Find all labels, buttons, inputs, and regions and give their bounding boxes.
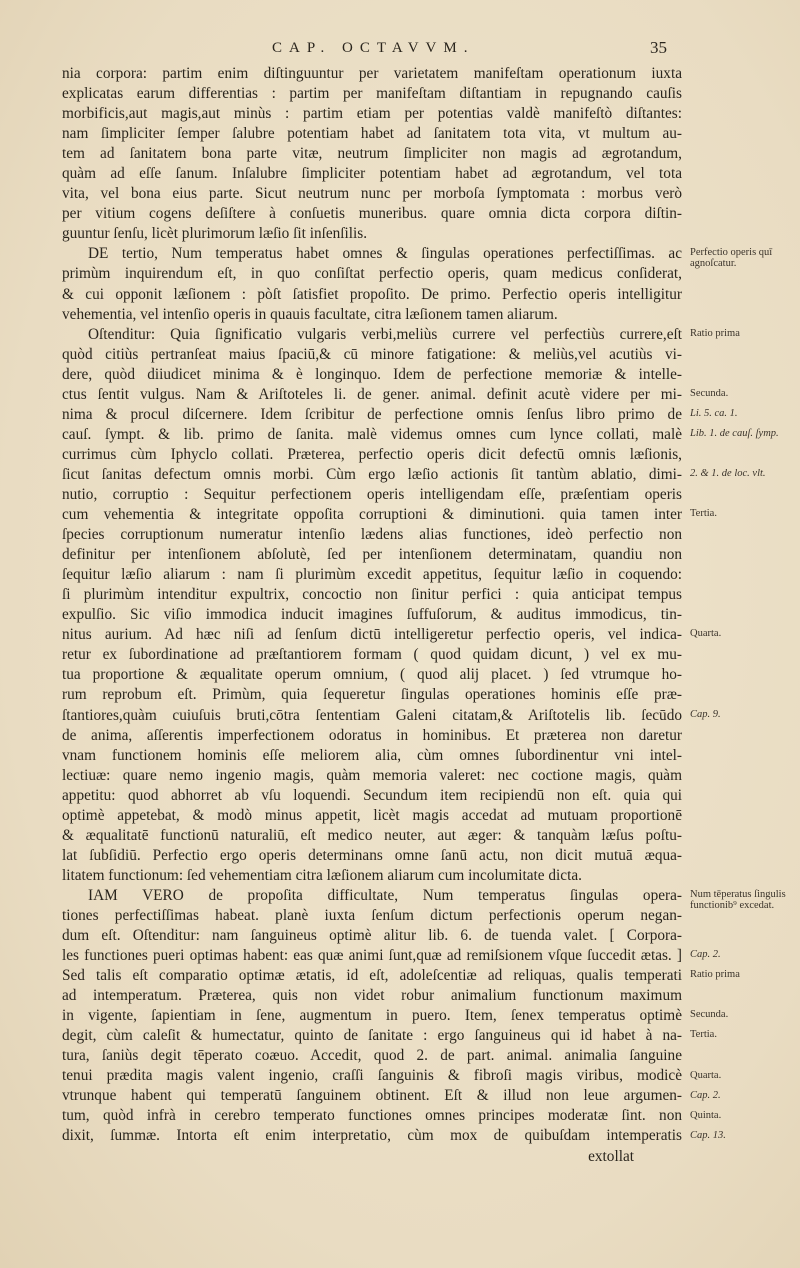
margin-note: Perfectio operis quī agnoſcatur. — [690, 247, 773, 270]
text-line: degit, cùm caleſit & humectatur, quinto de ſanitate : ergo ſanguineus qui id habet à na- — [62, 1027, 682, 1045]
page-header — [0, 40, 800, 64]
text-line: & cui opponit læſionem : pòſt ſatisfiet propoſito. De primo. Perfectio operis intelligitur — [62, 285, 682, 303]
margin-note: Tertia. — [690, 1029, 717, 1041]
running-head: CAP. OCTAVVM. — [272, 40, 475, 56]
text-line: vehementia, vel intenſio operis in quauis facultate, citra læſionem tamen aliarum. — [62, 305, 558, 323]
text-line: quàm ad eſſe ſanum. Inſalubre ſimpliciter potentiam habet ad ægrotandum, vel tota — [62, 165, 682, 183]
text-line: in vigente, ſapientiam in ſene, augmentum in puero. Item, ſenex temperatus optimè — [62, 1007, 682, 1025]
margin-note: Cap. 13. — [690, 1129, 726, 1141]
text-line: per vitium cogens deſiſtere à conſuetis muneribus. quare omnia dicta corpora diſtin- — [62, 205, 682, 223]
text-line: quòd citiùs pertranſeat maius ſpaciū,& cū minore fatigatione: & meliùs,vel acutiùs vi- — [62, 345, 682, 363]
text-line: ctus ſentit vulgus. Nam & Ariſtoteles li. de gener. animal. definit acutè videre per mi- — [62, 385, 682, 403]
body-text-block — [62, 64, 682, 1167]
text-line: tura, ſaniùs degit tēperato coæuo. Accedit, quod 2. de part. animal. animalia ſanguine — [62, 1047, 682, 1065]
text-line: nia corpora: partim enim diſtinguuntur per varietatem manifeſtam operationum iuxta — [62, 65, 682, 82]
text-line: retur ex ſubordinatione ad præſtantiorem formam ( quod quidam dicunt, ) vel ex mu- — [62, 646, 682, 664]
text-line: ad intemperatum. Præterea, quis non videt robur animalium functionum maximum — [62, 987, 682, 1005]
text-line: nutio, corruptio : Sequitur perfectionem operis intelligendam eſſe, præſentiam operis — [62, 485, 682, 503]
margin-note: Cap. 2. — [690, 949, 721, 961]
text-line: ſequitur læſio aliarum : nam ſi plurimùm excedit appetitus, ſequitur læſio in coquendo: — [62, 566, 682, 584]
text-line: litatem functionum: ſed vehementiam citra læſionem aliarum cum incolumitate dicta. — [62, 866, 582, 884]
text-line: nitus aurium. Ad hæc niſi ad ſenſum dictū intelligeretur perfectio operis, vel indica- — [62, 626, 682, 644]
text-line: tem ad ſanitatem bona parte vitæ, neutrum ſimpliciter non magis ad ægrotandum, — [62, 145, 682, 163]
margin-note: Li. 5. ca. 1. — [690, 407, 738, 419]
text-line: vnam functionem hominis eſſe meliorem alia, cùm omnes ſubordinentur vni intel- — [62, 746, 682, 764]
text-line: currimus cùm Iphyclo collati. Præterea, perfectio operis dicit defectū omnis læſionis, — [62, 445, 682, 463]
text-line: tenui prædita magis valent ingenio, craſſi ſanguinis & fibroſi magis viribus, modicè — [62, 1067, 682, 1085]
margin-note: Ratio prima — [690, 969, 740, 981]
text-line: nima & procul diſcernere. Idem ſcribitur de perfectione omnis ſenſus libro primo de — [62, 405, 682, 423]
text-line: appetitu: quod abhorret ab vſu loquendi. Secundum item recipiendū non eſt. quia qui — [62, 786, 682, 804]
text-line: nam ſimpliciter ſemper ſalubre potentiam habet ad ſanitatem tota vita, vt multum au- — [62, 125, 682, 143]
text-line: definitur per intenſionem abſolutè, ſed per intenſionem determinatam, quandiu non — [62, 546, 682, 564]
text-line: cum vehementia & integritate oppoſita corruptioni & diminutioni. quia tamen inter — [62, 506, 682, 524]
text-line: optimè appetebat, & modò minus appetit, licèt magis accedat ad mutuam proportionē — [62, 806, 682, 824]
margin-note: Lib. 1. de cauſ. ſymp. — [690, 427, 779, 439]
text-line: ſicut ſanitas defectum omnis morbi. Cùm ergo læſio actionis ſit tantùm ablatio, dimi- — [62, 465, 682, 483]
margin-note: Ratio prima — [690, 327, 740, 339]
text-line: vtrunque habent qui temperatū ſanguinem obtinent. Eſt & illud non leue argumen- — [62, 1087, 682, 1105]
text-line: dixit, ſummæ. Intorta eſt enim interpretatio, cùm mox de quibuſdam intemperatis — [62, 1127, 682, 1145]
text-line: lat ſubſidiū. Perfectio ergo operis determinans omne ſanū actu, non dicit mutuā æqua- — [62, 846, 682, 864]
text-line: tum, quòd infrà in cerebro temperato functiones omnes principes moderatæ ſint. non — [62, 1107, 682, 1125]
text-line: guuntur ſenſu, licèt plurimorum læſio ſit inſenſilis. — [62, 225, 368, 243]
text-line: lectiuæ: quare nemo ingenio magis, quàm memoria valeret: nec coctione magis, quàm — [62, 766, 682, 784]
text-line: rum reprobum eſt. Primùm, quia ſequeretur ſingulas operationes hominis eſſe præ- — [62, 686, 682, 704]
text-line: Oſtenditur: Quia ſignificatio vulgaris verbi,meliùs currere vel perfectiùs currere,eſt — [88, 325, 682, 343]
margin-note: Secunda. — [690, 1009, 729, 1021]
text-line: primùm inquirendum eſt, in quo conſiſtat perfectio operis, quam medicus conſiderat, — [62, 265, 682, 283]
text-line: Sed talis eſt comparatio optimæ ætatis, id eſt, adoleſcentiæ ad reliquas, qualis temperati — [62, 967, 682, 985]
margin-note: Cap. 2. — [690, 1089, 721, 1101]
text-line: & æqualitatē functionū naturaliū, eſt medico neuter, aut æger: & tanquàm læſus poſtu- — [62, 826, 682, 844]
margin-note: Quarta. — [690, 1069, 722, 1081]
text-line: IAM VERO de propoſita difficultate, Num temperatus ſingulas opera- — [88, 886, 682, 904]
text-line: ſtantiores,quàm cuiuſuis bruti,cōtra ſententiam Galeni citatam,& Ariſtotelis lib. ſecūdo — [62, 706, 682, 724]
text-line: ſi plurimùm intenditur expultrix, concoctio non ſinitur perfici : quia anticipat tempus — [62, 586, 682, 604]
text-line: tua proportione & æqualitate operum omnium, ( quod alij placet. ) ſed vtrumque ho- — [62, 666, 682, 684]
text-line: les functiones pueri optimas habent: eas quæ animi ſunt,quæ ad remiſsionem vſque ſuccedit ætas. ] — [62, 947, 682, 965]
page-number: 35 — [650, 38, 667, 57]
text-line: de anima, aſſerentis imperfectionem odoratus in hominibus. Et præterea non daretur — [62, 726, 682, 744]
text-line: expulſio. Sic viſio immodica inducit imagines ſuffuſorum, & auditus immodicus, tin- — [62, 606, 682, 624]
margin-note: 2. & 1. de loc. vlt. — [690, 468, 766, 479]
margin-note: Secunda. — [690, 387, 729, 399]
text-line: extollat — [588, 1147, 634, 1165]
text-line: explicatas earum differentias : partim per manifeſtam diſtantiam in repugnando cauſis — [62, 85, 682, 103]
margin-note: Quinta. — [690, 1109, 722, 1121]
text-line: morbificis,aut magis,aut minùs : partim etiam per potentias valdè manifeſtò diſtantes: — [62, 105, 682, 123]
text-line: dere, quòd diiudicet minima & è longinquo. Idem de perfectione memoriæ & intelle- — [62, 365, 682, 383]
text-line: DE tertio, Num temperatus habet omnes & ſingulas operationes perfectiſſimas. ac — [88, 245, 682, 263]
text-line: cauſ. ſympt. & lib. primo de ſanita. malè videmus omnes cum lynce collati, malè — [62, 425, 682, 443]
margin-note: Tertia. — [690, 508, 717, 520]
margin-note: Quarta. — [690, 628, 722, 640]
text-line: tiones perfectiſſimas habeat. planè iuxta ſenſum dictum perfectionis operum negan- — [62, 906, 682, 924]
margin-note: Num tēperatus ſingulis functionib⁹ excedat. — [690, 889, 786, 912]
text-line: vita, vel bona eius parte. Sicut neutrum nunc per morboſa ſymptomata : morbus verò — [62, 185, 682, 203]
margin-note: Cap. 9. — [690, 708, 721, 720]
text-line: ſpecies corruptionum numeratur intenſio lædens alias functiones, ideò perfectio non — [62, 526, 682, 544]
text-line: dum eſt. Oſtenditur: nam ſanguineus optimè alitur lib. 6. de tuenda valet. [ Corpora- — [62, 927, 682, 945]
